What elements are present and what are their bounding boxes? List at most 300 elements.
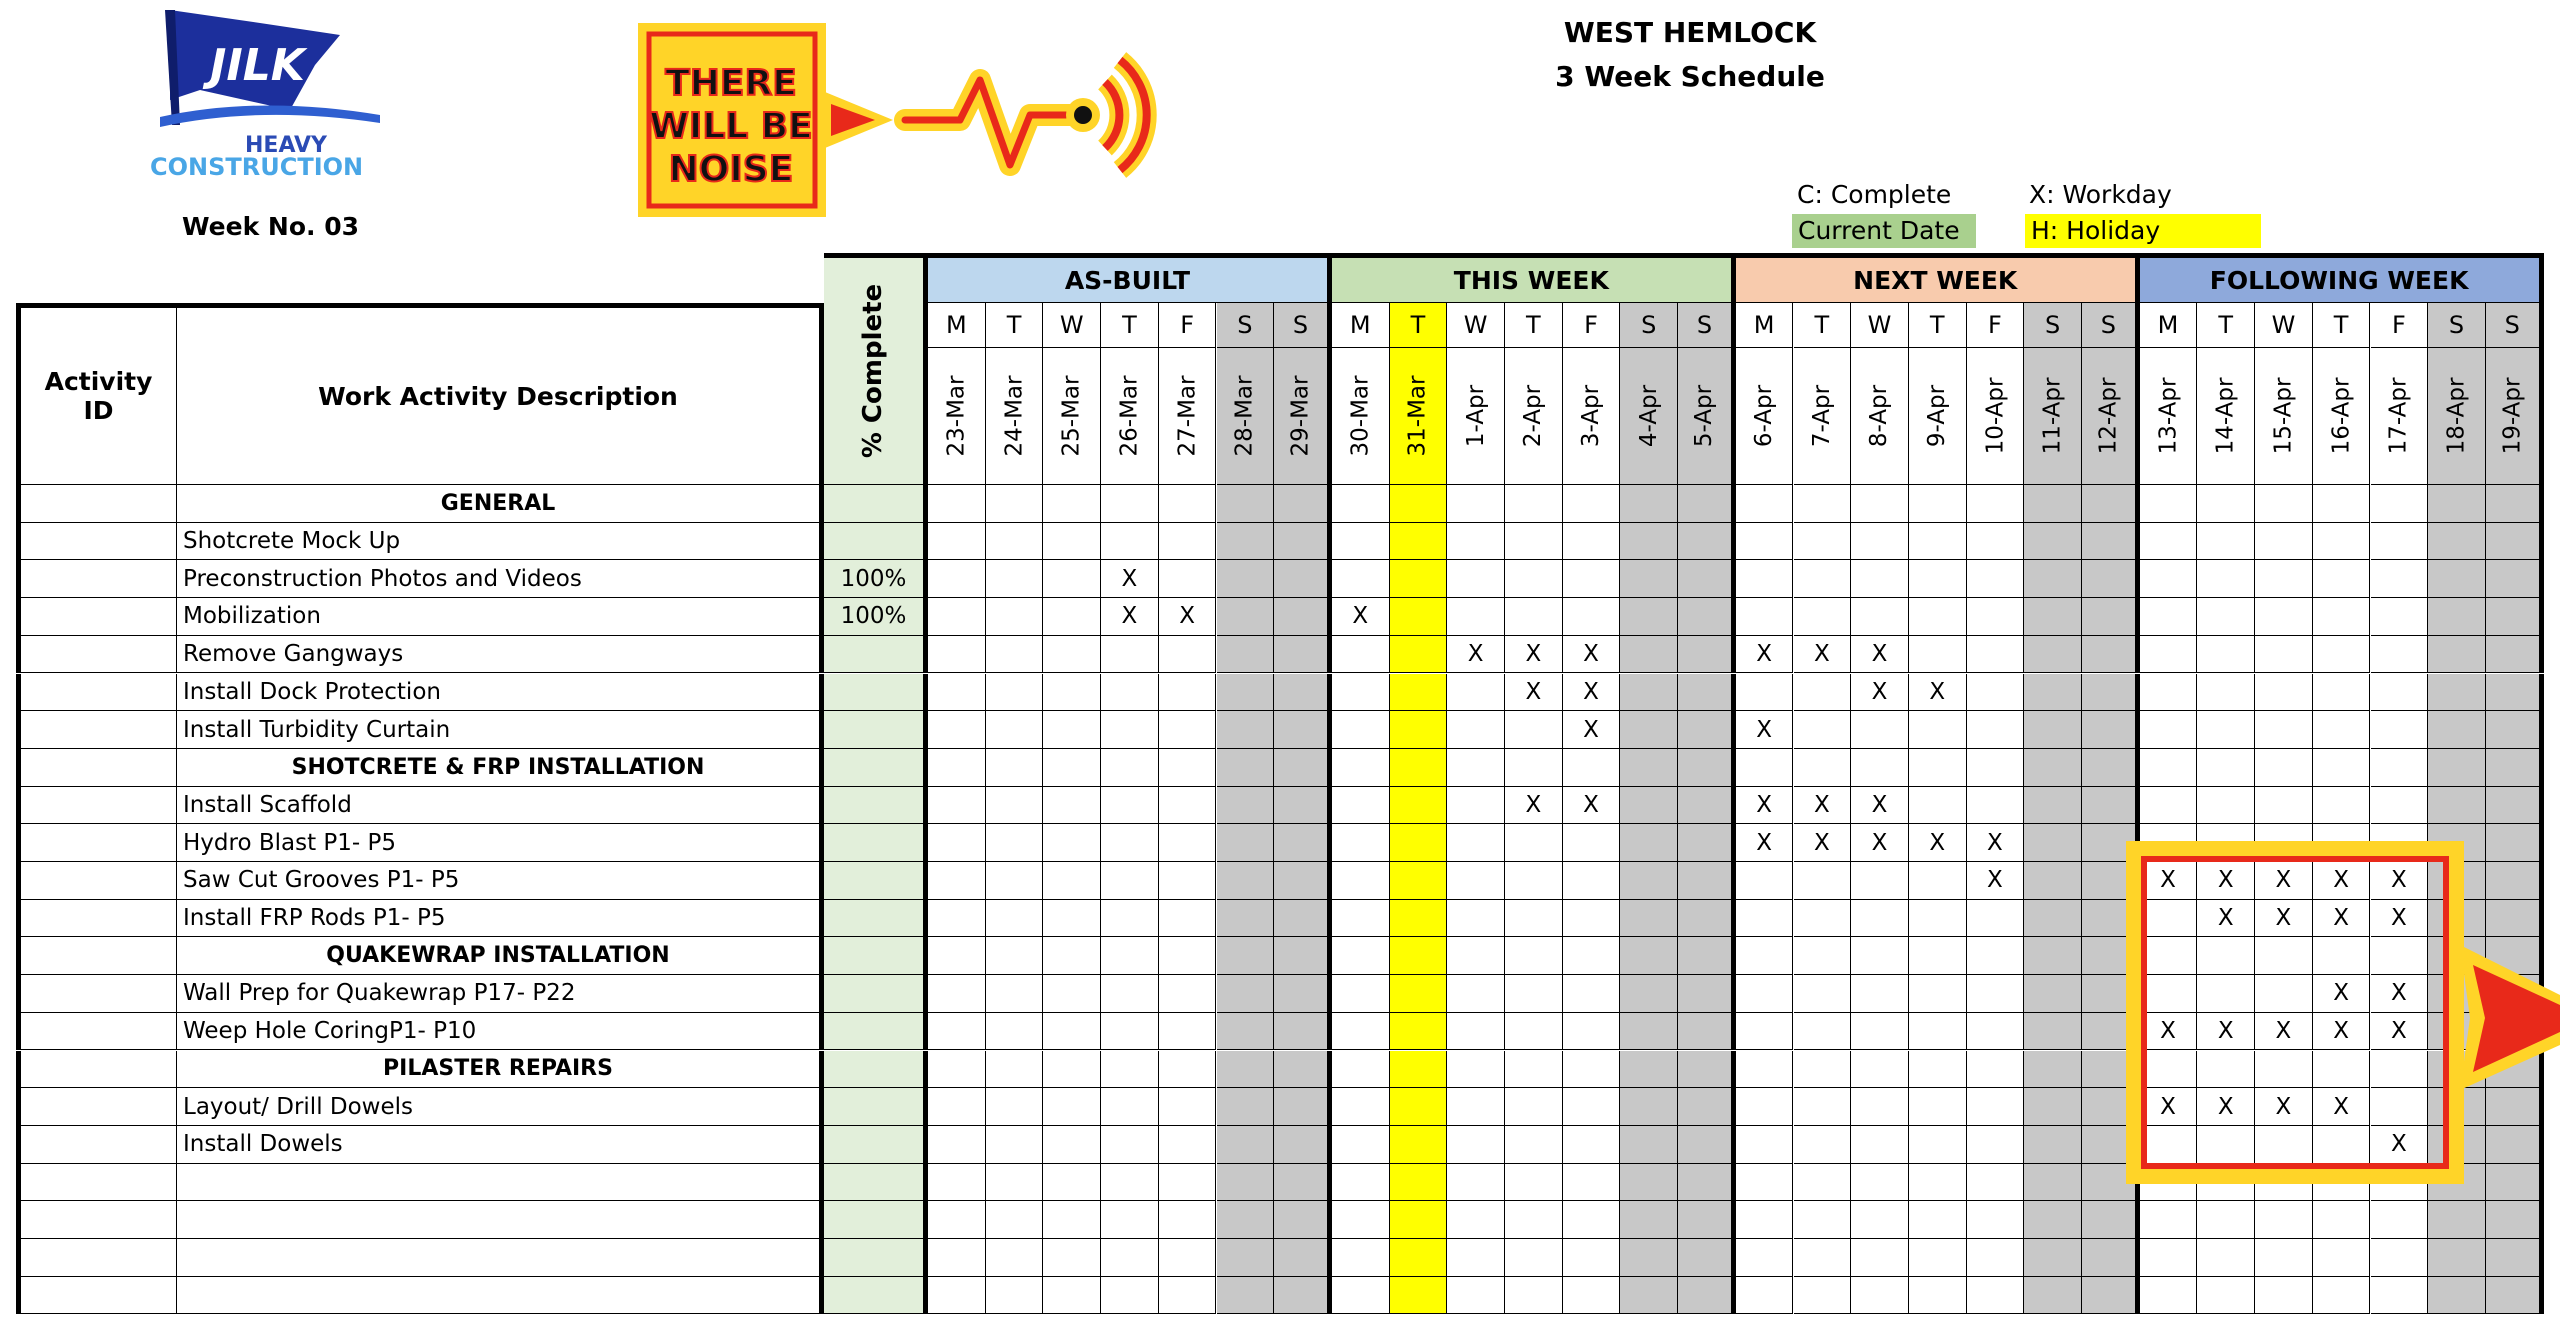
schedule-cell[interactable] xyxy=(928,824,986,862)
schedule-cell[interactable] xyxy=(1620,1013,1678,1051)
schedule-cell[interactable] xyxy=(1274,824,1332,862)
schedule-cell[interactable] xyxy=(1043,1051,1101,1089)
schedule-cell[interactable] xyxy=(2255,1239,2313,1277)
schedule-cell[interactable] xyxy=(1909,1126,1967,1164)
schedule-cell[interactable] xyxy=(1101,1239,1159,1277)
schedule-cell[interactable] xyxy=(1390,523,1448,561)
schedule-cell[interactable] xyxy=(2140,598,2198,636)
schedule-cell[interactable]: X xyxy=(1563,711,1621,749)
schedule-cell[interactable] xyxy=(1159,937,1217,975)
schedule-cell[interactable]: X xyxy=(1505,674,1563,712)
schedule-cell[interactable] xyxy=(1678,975,1736,1013)
schedule-cell[interactable] xyxy=(1794,1164,1852,1202)
schedule-cell[interactable] xyxy=(2428,749,2486,787)
schedule-cell[interactable] xyxy=(1678,749,1736,787)
pct-complete-cell[interactable] xyxy=(824,975,928,1013)
activity-id-cell[interactable] xyxy=(16,1126,177,1164)
schedule-cell[interactable] xyxy=(1563,900,1621,938)
schedule-cell[interactable] xyxy=(1967,636,2025,674)
schedule-cell[interactable]: X xyxy=(2197,900,2255,938)
schedule-cell[interactable] xyxy=(2024,1239,2082,1277)
schedule-cell[interactable] xyxy=(1505,862,1563,900)
schedule-cell[interactable] xyxy=(986,1164,1044,1202)
schedule-cell[interactable] xyxy=(2371,1277,2429,1315)
schedule-cell[interactable] xyxy=(1909,1164,1967,1202)
schedule-cell[interactable] xyxy=(1101,975,1159,1013)
activity-description[interactable]: Weep Hole CoringP1- P10 xyxy=(177,1013,824,1051)
schedule-cell[interactable] xyxy=(986,1126,1044,1164)
schedule-cell[interactable] xyxy=(1851,1164,1909,1202)
schedule-cell[interactable] xyxy=(1794,1126,1852,1164)
pct-complete-cell[interactable]: 100% xyxy=(824,598,928,636)
schedule-cell[interactable] xyxy=(1043,636,1101,674)
schedule-cell[interactable] xyxy=(1909,636,1967,674)
schedule-cell[interactable] xyxy=(1794,1239,1852,1277)
schedule-cell[interactable] xyxy=(1217,1164,1275,1202)
schedule-cell[interactable] xyxy=(986,1239,1044,1277)
schedule-cell[interactable] xyxy=(1967,711,2025,749)
schedule-cell[interactable] xyxy=(1447,862,1505,900)
schedule-cell[interactable] xyxy=(1332,674,1390,712)
schedule-cell[interactable] xyxy=(1390,636,1448,674)
schedule-cell[interactable] xyxy=(986,1013,1044,1051)
schedule-cell[interactable] xyxy=(1390,1201,1448,1239)
schedule-cell[interactable] xyxy=(1447,1051,1505,1089)
schedule-cell[interactable] xyxy=(928,674,986,712)
schedule-cell[interactable] xyxy=(1563,1013,1621,1051)
schedule-cell[interactable]: X xyxy=(1101,598,1159,636)
schedule-cell[interactable] xyxy=(1159,1126,1217,1164)
schedule-cell[interactable] xyxy=(2428,485,2486,523)
schedule-cell[interactable] xyxy=(1274,787,1332,825)
schedule-cell[interactable] xyxy=(1678,523,1736,561)
schedule-cell[interactable] xyxy=(1967,749,2025,787)
schedule-cell[interactable]: X xyxy=(2371,975,2429,1013)
schedule-cell[interactable] xyxy=(1447,787,1505,825)
schedule-cell[interactable]: X xyxy=(1794,636,1852,674)
schedule-cell[interactable] xyxy=(2371,636,2429,674)
activity-id-cell[interactable] xyxy=(16,975,177,1013)
schedule-cell[interactable] xyxy=(1736,485,1794,523)
schedule-cell[interactable] xyxy=(1274,900,1332,938)
schedule-cell[interactable] xyxy=(2486,711,2544,749)
schedule-cell[interactable] xyxy=(1794,1201,1852,1239)
schedule-cell[interactable] xyxy=(1794,1051,1852,1089)
schedule-cell[interactable] xyxy=(1043,485,1101,523)
schedule-cell[interactable] xyxy=(1217,1126,1275,1164)
schedule-cell[interactable] xyxy=(2024,1013,2082,1051)
activity-description[interactable] xyxy=(177,1201,824,1239)
schedule-cell[interactable] xyxy=(1274,937,1332,975)
activity-id-cell[interactable] xyxy=(16,598,177,636)
schedule-cell[interactable] xyxy=(1736,1088,1794,1126)
schedule-cell[interactable] xyxy=(1390,787,1448,825)
schedule-cell[interactable] xyxy=(1967,1201,2025,1239)
schedule-cell[interactable] xyxy=(2024,787,2082,825)
schedule-cell[interactable] xyxy=(2255,1201,2313,1239)
schedule-cell[interactable] xyxy=(1620,485,1678,523)
schedule-cell[interactable] xyxy=(2024,560,2082,598)
schedule-cell[interactable] xyxy=(1101,674,1159,712)
schedule-cell[interactable] xyxy=(1217,824,1275,862)
schedule-cell[interactable] xyxy=(928,1239,986,1277)
schedule-cell[interactable] xyxy=(1563,1088,1621,1126)
schedule-cell[interactable]: X xyxy=(1159,598,1217,636)
schedule-cell[interactable] xyxy=(1620,1164,1678,1202)
schedule-cell[interactable] xyxy=(1909,975,1967,1013)
schedule-cell[interactable] xyxy=(928,1277,986,1315)
schedule-cell[interactable] xyxy=(928,787,986,825)
activity-id-cell[interactable] xyxy=(16,749,177,787)
schedule-cell[interactable] xyxy=(1390,711,1448,749)
activity-id-cell[interactable] xyxy=(16,1239,177,1277)
schedule-cell[interactable] xyxy=(1505,598,1563,636)
schedule-cell[interactable] xyxy=(1447,485,1505,523)
schedule-cell[interactable] xyxy=(2255,523,2313,561)
schedule-cell[interactable] xyxy=(2140,749,2198,787)
schedule-cell[interactable] xyxy=(1794,711,1852,749)
schedule-cell[interactable] xyxy=(2313,1201,2371,1239)
schedule-cell[interactable] xyxy=(2313,598,2371,636)
schedule-cell[interactable] xyxy=(1620,1201,1678,1239)
pct-complete-cell[interactable] xyxy=(824,1051,928,1089)
schedule-cell[interactable] xyxy=(1794,900,1852,938)
schedule-cell[interactable] xyxy=(1332,523,1390,561)
schedule-cell[interactable] xyxy=(1909,937,1967,975)
schedule-cell[interactable] xyxy=(1851,711,1909,749)
schedule-cell[interactable] xyxy=(2428,598,2486,636)
schedule-cell[interactable] xyxy=(1447,560,1505,598)
schedule-cell[interactable]: X xyxy=(2140,1013,2198,1051)
schedule-cell[interactable] xyxy=(2140,1277,2198,1315)
schedule-cell[interactable] xyxy=(1851,485,1909,523)
schedule-cell[interactable] xyxy=(2313,523,2371,561)
schedule-cell[interactable] xyxy=(2371,1239,2429,1277)
schedule-cell[interactable] xyxy=(1390,485,1448,523)
schedule-cell[interactable] xyxy=(1390,560,1448,598)
activity-id-cell[interactable] xyxy=(16,560,177,598)
schedule-cell[interactable] xyxy=(1967,523,2025,561)
schedule-cell[interactable] xyxy=(1447,1164,1505,1202)
schedule-cell[interactable] xyxy=(1043,1088,1101,1126)
schedule-cell[interactable] xyxy=(1620,1277,1678,1315)
schedule-cell[interactable]: X xyxy=(2255,862,2313,900)
schedule-cell[interactable] xyxy=(928,636,986,674)
schedule-cell[interactable] xyxy=(1332,1088,1390,1126)
schedule-cell[interactable] xyxy=(1390,1277,1448,1315)
schedule-cell[interactable] xyxy=(1505,1051,1563,1089)
schedule-cell[interactable] xyxy=(1736,560,1794,598)
schedule-cell[interactable] xyxy=(1274,1277,1332,1315)
schedule-cell[interactable]: X xyxy=(1447,636,1505,674)
schedule-cell[interactable] xyxy=(1505,711,1563,749)
schedule-cell[interactable] xyxy=(1678,1239,1736,1277)
schedule-cell[interactable] xyxy=(1794,560,1852,598)
schedule-cell[interactable] xyxy=(2428,1277,2486,1315)
pct-complete-cell[interactable] xyxy=(824,900,928,938)
schedule-cell[interactable] xyxy=(2486,636,2544,674)
schedule-cell[interactable] xyxy=(1217,1277,1275,1315)
schedule-cell[interactable] xyxy=(2255,485,2313,523)
schedule-cell[interactable] xyxy=(2082,560,2140,598)
schedule-cell[interactable] xyxy=(2024,900,2082,938)
pct-complete-cell[interactable] xyxy=(824,1239,928,1277)
schedule-cell[interactable] xyxy=(1736,900,1794,938)
schedule-cell[interactable] xyxy=(2313,1239,2371,1277)
pct-complete-cell[interactable] xyxy=(824,1088,928,1126)
schedule-cell[interactable] xyxy=(1217,900,1275,938)
schedule-cell[interactable] xyxy=(2140,560,2198,598)
schedule-cell[interactable] xyxy=(986,824,1044,862)
schedule-cell[interactable] xyxy=(1217,523,1275,561)
schedule-cell[interactable] xyxy=(1101,485,1159,523)
schedule-cell[interactable] xyxy=(1217,975,1275,1013)
schedule-cell[interactable] xyxy=(1447,824,1505,862)
schedule-cell[interactable] xyxy=(1043,900,1101,938)
schedule-cell[interactable] xyxy=(1447,975,1505,1013)
schedule-cell[interactable] xyxy=(986,975,1044,1013)
schedule-cell[interactable] xyxy=(1909,523,1967,561)
schedule-cell[interactable] xyxy=(986,862,1044,900)
section-heading[interactable]: GENERAL xyxy=(177,485,824,523)
activity-id-cell[interactable] xyxy=(16,1051,177,1089)
schedule-cell[interactable] xyxy=(1794,1088,1852,1126)
schedule-cell[interactable] xyxy=(1794,1013,1852,1051)
schedule-cell[interactable] xyxy=(1967,485,2025,523)
pct-complete-cell[interactable] xyxy=(824,824,928,862)
section-heading[interactable]: PILASTER REPAIRS xyxy=(177,1051,824,1089)
schedule-cell[interactable]: X xyxy=(2255,1088,2313,1126)
activity-description[interactable] xyxy=(177,1239,824,1277)
schedule-cell[interactable] xyxy=(2024,1126,2082,1164)
schedule-cell[interactable] xyxy=(1851,1013,1909,1051)
schedule-cell[interactable]: X xyxy=(1967,824,2025,862)
schedule-cell[interactable] xyxy=(928,598,986,636)
schedule-cell[interactable] xyxy=(1505,485,1563,523)
schedule-cell[interactable] xyxy=(2082,485,2140,523)
schedule-cell[interactable] xyxy=(2255,636,2313,674)
schedule-cell[interactable] xyxy=(1101,1277,1159,1315)
schedule-cell[interactable] xyxy=(2197,1239,2255,1277)
schedule-cell[interactable] xyxy=(1274,1088,1332,1126)
schedule-cell[interactable] xyxy=(986,523,1044,561)
activity-id-cell[interactable] xyxy=(16,824,177,862)
activity-description[interactable]: Install Scaffold xyxy=(177,787,824,825)
schedule-cell[interactable]: X xyxy=(2371,862,2429,900)
schedule-cell[interactable]: X xyxy=(1736,824,1794,862)
schedule-cell[interactable]: X xyxy=(1851,824,1909,862)
activity-description[interactable]: Wall Prep for Quakewrap P17- P22 xyxy=(177,975,824,1013)
schedule-cell[interactable]: X xyxy=(1851,787,1909,825)
schedule-cell[interactable] xyxy=(986,900,1044,938)
schedule-cell[interactable] xyxy=(1620,523,1678,561)
activity-description[interactable]: Mobilization xyxy=(177,598,824,636)
schedule-cell[interactable] xyxy=(2082,1277,2140,1315)
schedule-cell[interactable] xyxy=(1274,1013,1332,1051)
schedule-cell[interactable] xyxy=(1390,1164,1448,1202)
schedule-cell[interactable] xyxy=(1851,862,1909,900)
schedule-cell[interactable] xyxy=(2371,787,2429,825)
schedule-cell[interactable] xyxy=(1620,824,1678,862)
schedule-cell[interactable] xyxy=(1909,1277,1967,1315)
schedule-cell[interactable]: X xyxy=(2140,1088,2198,1126)
pct-complete-cell[interactable] xyxy=(824,523,928,561)
activity-id-cell[interactable] xyxy=(16,674,177,712)
schedule-cell[interactable] xyxy=(928,1201,986,1239)
pct-complete-cell[interactable] xyxy=(824,937,928,975)
schedule-cell[interactable] xyxy=(1159,636,1217,674)
activity-description[interactable]: Install Turbidity Curtain xyxy=(177,711,824,749)
schedule-cell[interactable] xyxy=(1390,975,1448,1013)
schedule-cell[interactable] xyxy=(1217,560,1275,598)
schedule-cell[interactable] xyxy=(1217,937,1275,975)
schedule-cell[interactable] xyxy=(1794,485,1852,523)
schedule-cell[interactable] xyxy=(1563,1164,1621,1202)
schedule-cell[interactable] xyxy=(1851,598,1909,636)
schedule-cell[interactable] xyxy=(1332,1239,1390,1277)
pct-complete-cell[interactable] xyxy=(824,485,928,523)
schedule-cell[interactable] xyxy=(2486,674,2544,712)
schedule-cell[interactable]: X xyxy=(1736,636,1794,674)
schedule-cell[interactable] xyxy=(1678,1126,1736,1164)
schedule-cell[interactable] xyxy=(1967,560,2025,598)
schedule-cell[interactable] xyxy=(1159,1277,1217,1315)
schedule-cell[interactable] xyxy=(986,636,1044,674)
schedule-cell[interactable] xyxy=(2313,1277,2371,1315)
schedule-cell[interactable] xyxy=(2371,485,2429,523)
schedule-cell[interactable] xyxy=(1274,975,1332,1013)
schedule-cell[interactable] xyxy=(928,937,986,975)
schedule-cell[interactable] xyxy=(986,1051,1044,1089)
schedule-cell[interactable] xyxy=(1217,1013,1275,1051)
schedule-cell[interactable] xyxy=(1332,711,1390,749)
schedule-cell[interactable] xyxy=(1678,1013,1736,1051)
schedule-cell[interactable] xyxy=(1101,1013,1159,1051)
schedule-cell[interactable] xyxy=(1159,862,1217,900)
schedule-cell[interactable] xyxy=(2197,560,2255,598)
schedule-cell[interactable] xyxy=(2024,1164,2082,1202)
schedule-cell[interactable] xyxy=(928,1164,986,1202)
schedule-cell[interactable] xyxy=(1332,824,1390,862)
schedule-cell[interactable] xyxy=(1043,824,1101,862)
schedule-cell[interactable] xyxy=(1390,937,1448,975)
schedule-cell[interactable] xyxy=(1620,937,1678,975)
schedule-cell[interactable] xyxy=(1909,598,1967,636)
schedule-cell[interactable] xyxy=(1274,1164,1332,1202)
schedule-cell[interactable] xyxy=(1217,787,1275,825)
schedule-cell[interactable] xyxy=(1447,1088,1505,1126)
schedule-cell[interactable]: X xyxy=(1794,787,1852,825)
schedule-cell[interactable] xyxy=(928,900,986,938)
schedule-cell[interactable] xyxy=(2024,824,2082,862)
schedule-cell[interactable] xyxy=(1736,862,1794,900)
schedule-cell[interactable] xyxy=(2486,1239,2544,1277)
schedule-cell[interactable] xyxy=(2024,711,2082,749)
schedule-cell[interactable] xyxy=(1967,1013,2025,1051)
schedule-cell[interactable] xyxy=(1505,1126,1563,1164)
schedule-cell[interactable]: X xyxy=(1909,824,1967,862)
schedule-cell[interactable] xyxy=(1967,787,2025,825)
schedule-cell[interactable] xyxy=(1678,674,1736,712)
schedule-cell[interactable]: X xyxy=(2313,975,2371,1013)
schedule-cell[interactable] xyxy=(1332,1277,1390,1315)
activity-id-cell[interactable] xyxy=(16,937,177,975)
schedule-cell[interactable] xyxy=(1159,1013,1217,1051)
schedule-cell[interactable] xyxy=(1678,900,1736,938)
schedule-cell[interactable] xyxy=(1505,975,1563,1013)
activity-description[interactable]: Preconstruction Photos and Videos xyxy=(177,560,824,598)
schedule-cell[interactable] xyxy=(1909,1051,1967,1089)
schedule-cell[interactable] xyxy=(1332,1201,1390,1239)
schedule-cell[interactable] xyxy=(1678,711,1736,749)
schedule-cell[interactable] xyxy=(1043,711,1101,749)
schedule-cell[interactable] xyxy=(1101,1088,1159,1126)
schedule-cell[interactable] xyxy=(2140,523,2198,561)
schedule-cell[interactable] xyxy=(1851,1277,1909,1315)
schedule-cell[interactable] xyxy=(1274,523,1332,561)
schedule-cell[interactable] xyxy=(1678,1164,1736,1202)
schedule-cell[interactable] xyxy=(1274,1126,1332,1164)
schedule-cell[interactable] xyxy=(1851,1239,1909,1277)
schedule-cell[interactable] xyxy=(1447,523,1505,561)
schedule-cell[interactable] xyxy=(2197,485,2255,523)
schedule-cell[interactable] xyxy=(1505,1013,1563,1051)
schedule-cell[interactable] xyxy=(1505,1239,1563,1277)
schedule-cell[interactable] xyxy=(1332,900,1390,938)
schedule-cell[interactable] xyxy=(1159,560,1217,598)
schedule-cell[interactable] xyxy=(2197,749,2255,787)
schedule-cell[interactable] xyxy=(2140,1201,2198,1239)
schedule-cell[interactable] xyxy=(928,862,986,900)
schedule-cell[interactable] xyxy=(928,560,986,598)
schedule-cell[interactable] xyxy=(1563,824,1621,862)
schedule-cell[interactable] xyxy=(1447,937,1505,975)
schedule-cell[interactable] xyxy=(1447,1013,1505,1051)
schedule-cell[interactable] xyxy=(1563,560,1621,598)
schedule-cell[interactable] xyxy=(1563,937,1621,975)
schedule-cell[interactable] xyxy=(2486,485,2544,523)
schedule-cell[interactable] xyxy=(1217,1051,1275,1089)
schedule-cell[interactable] xyxy=(2313,711,2371,749)
schedule-cell[interactable] xyxy=(1217,485,1275,523)
schedule-cell[interactable] xyxy=(2428,674,2486,712)
schedule-cell[interactable] xyxy=(1390,900,1448,938)
schedule-cell[interactable] xyxy=(1101,787,1159,825)
schedule-cell[interactable] xyxy=(1563,1239,1621,1277)
schedule-cell[interactable] xyxy=(1447,674,1505,712)
schedule-cell[interactable] xyxy=(1274,598,1332,636)
pct-complete-cell[interactable] xyxy=(824,749,928,787)
schedule-cell[interactable] xyxy=(2255,674,2313,712)
schedule-cell[interactable]: X xyxy=(1851,674,1909,712)
schedule-cell[interactable] xyxy=(2197,1277,2255,1315)
schedule-cell[interactable] xyxy=(1390,749,1448,787)
schedule-cell[interactable] xyxy=(928,523,986,561)
activity-id-cell[interactable] xyxy=(16,1088,177,1126)
schedule-cell[interactable] xyxy=(1505,1164,1563,1202)
schedule-cell[interactable] xyxy=(1736,598,1794,636)
activity-description[interactable]: Hydro Blast P1- P5 xyxy=(177,824,824,862)
schedule-cell[interactable] xyxy=(1967,1088,2025,1126)
schedule-cell[interactable] xyxy=(1563,1277,1621,1315)
schedule-cell[interactable] xyxy=(1332,749,1390,787)
schedule-cell[interactable] xyxy=(2486,523,2544,561)
schedule-cell[interactable] xyxy=(928,1013,986,1051)
schedule-cell[interactable] xyxy=(1563,1201,1621,1239)
schedule-cell[interactable] xyxy=(1678,1051,1736,1089)
schedule-cell[interactable]: X xyxy=(2313,1088,2371,1126)
schedule-cell[interactable]: X xyxy=(2371,900,2429,938)
